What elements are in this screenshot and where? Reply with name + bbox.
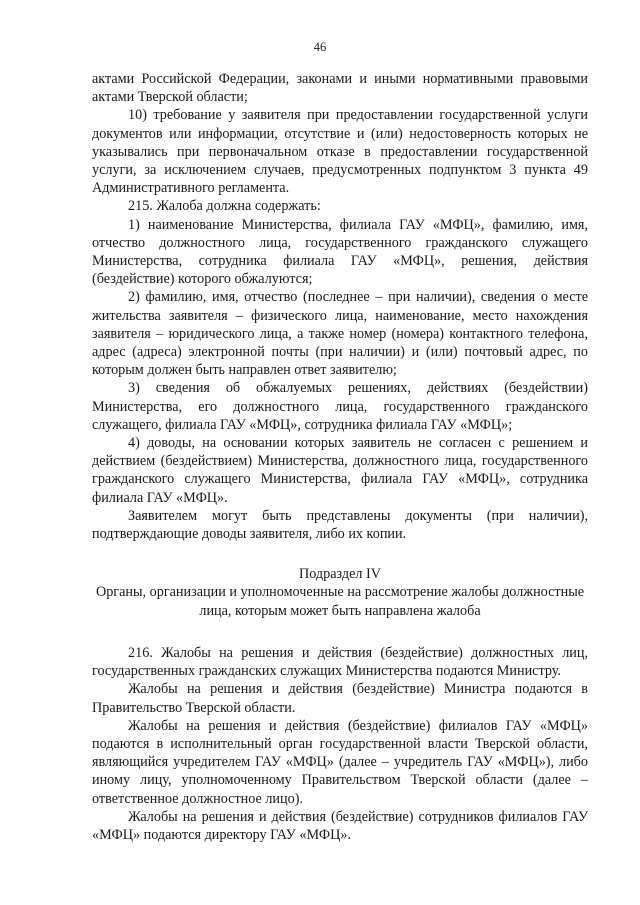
document-body <box>92 70 588 844</box>
top-paragraphs <box>92 70 588 543</box>
paragraph: Жалобы на решения и действия (бездействие) сотрудников филиалов ГАУ «МФЦ» подаются директору ГАУ «МФЦ». <box>92 808 588 843</box>
paragraph: Жалобы на решения и действия (бездействие) Министра подаются в Правительство Тверской области. <box>92 681 588 716</box>
subsection-label: Подраздел IV <box>298 566 381 583</box>
paragraph: Жалобы на решения и действия (бездействие) филиалов ГАУ «МФЦ» подаются в исполнительный орган государственной власти Тверской области, являющийся учредителем ГАУ «МФЦ» (далее – учредитель ГАУ «МФЦ»), либо иному лицу, уполномоченному Правительством Тверской области (далее – ответственное должностное лицо). <box>92 717 588 807</box>
paragraph: 216. Жалобы на решения и действия (бездействие) должностных лиц, государственных гражданских служащих Министерства подаются Министру. <box>92 644 588 680</box>
bottom-paragraphs <box>92 644 588 844</box>
paragraph: актами Российской Федерации, законами и иными нормативными правовыми актами Тверской области; <box>92 71 588 106</box>
paragraph: 10) требование у заявителя при предоставлении государственной услуги документов или информации, отсутствие и (или) недостоверность которых не указывались при первоначальном отказе в предоставлении государственной услуги, за исключением случаев, предусмотренных подпунктом 3 пункта 49 Административного регламента. <box>92 107 588 197</box>
page-number: 46 <box>313 40 327 54</box>
subsection-heading <box>92 565 588 620</box>
paragraph: 215. Жалоба должна содержать: <box>128 198 321 215</box>
paragraph: 1) наименование Министерства, филиала ГАУ «МФЦ», фамилию, имя, отчество должностного лица, государственного гражданского служащего Министерства, сотрудника филиала ГАУ «МФЦ», решения, действия (бездействие) которого обжалуются; <box>92 216 588 288</box>
paragraph: 2) фамилию, имя, отчество (последнее – при наличии), сведения о месте жительства заявителя – физического лица, наименование, место нахождения заявителя – юридического лица, а также номер (номера) контактного телефона, адрес (адреса) электронной почты (при наличии) и (или) почтовый адрес, по которым должен быть направлен ответ заявителю; <box>92 289 588 379</box>
paragraph: 3) сведения об обжалуемых решениях, действиях (бездействии) Министерства, его должностного лица, государственного гражданского служащего, филиала ГАУ «МФЦ», сотрудника филиала ГАУ «МФЦ»; <box>92 380 588 433</box>
paragraph: Заявителем могут быть представлены документы (при наличии), подтверждающие доводы заявителя, либо их копии. <box>92 507 588 543</box>
paragraph: 4) доводы, на основании которых заявитель не согласен с решением и действием (бездействием) Министерства, должностного лица, государственного гражданского служащего Министерства, филиала ГАУ «МФЦ», сотрудника филиала ГАУ «МФЦ». <box>92 435 588 506</box>
subsection-title: Органы, организации и уполномоченные на рассмотрение жалобы должностные лица, которым может быть направлена жалоба <box>95 584 585 619</box>
